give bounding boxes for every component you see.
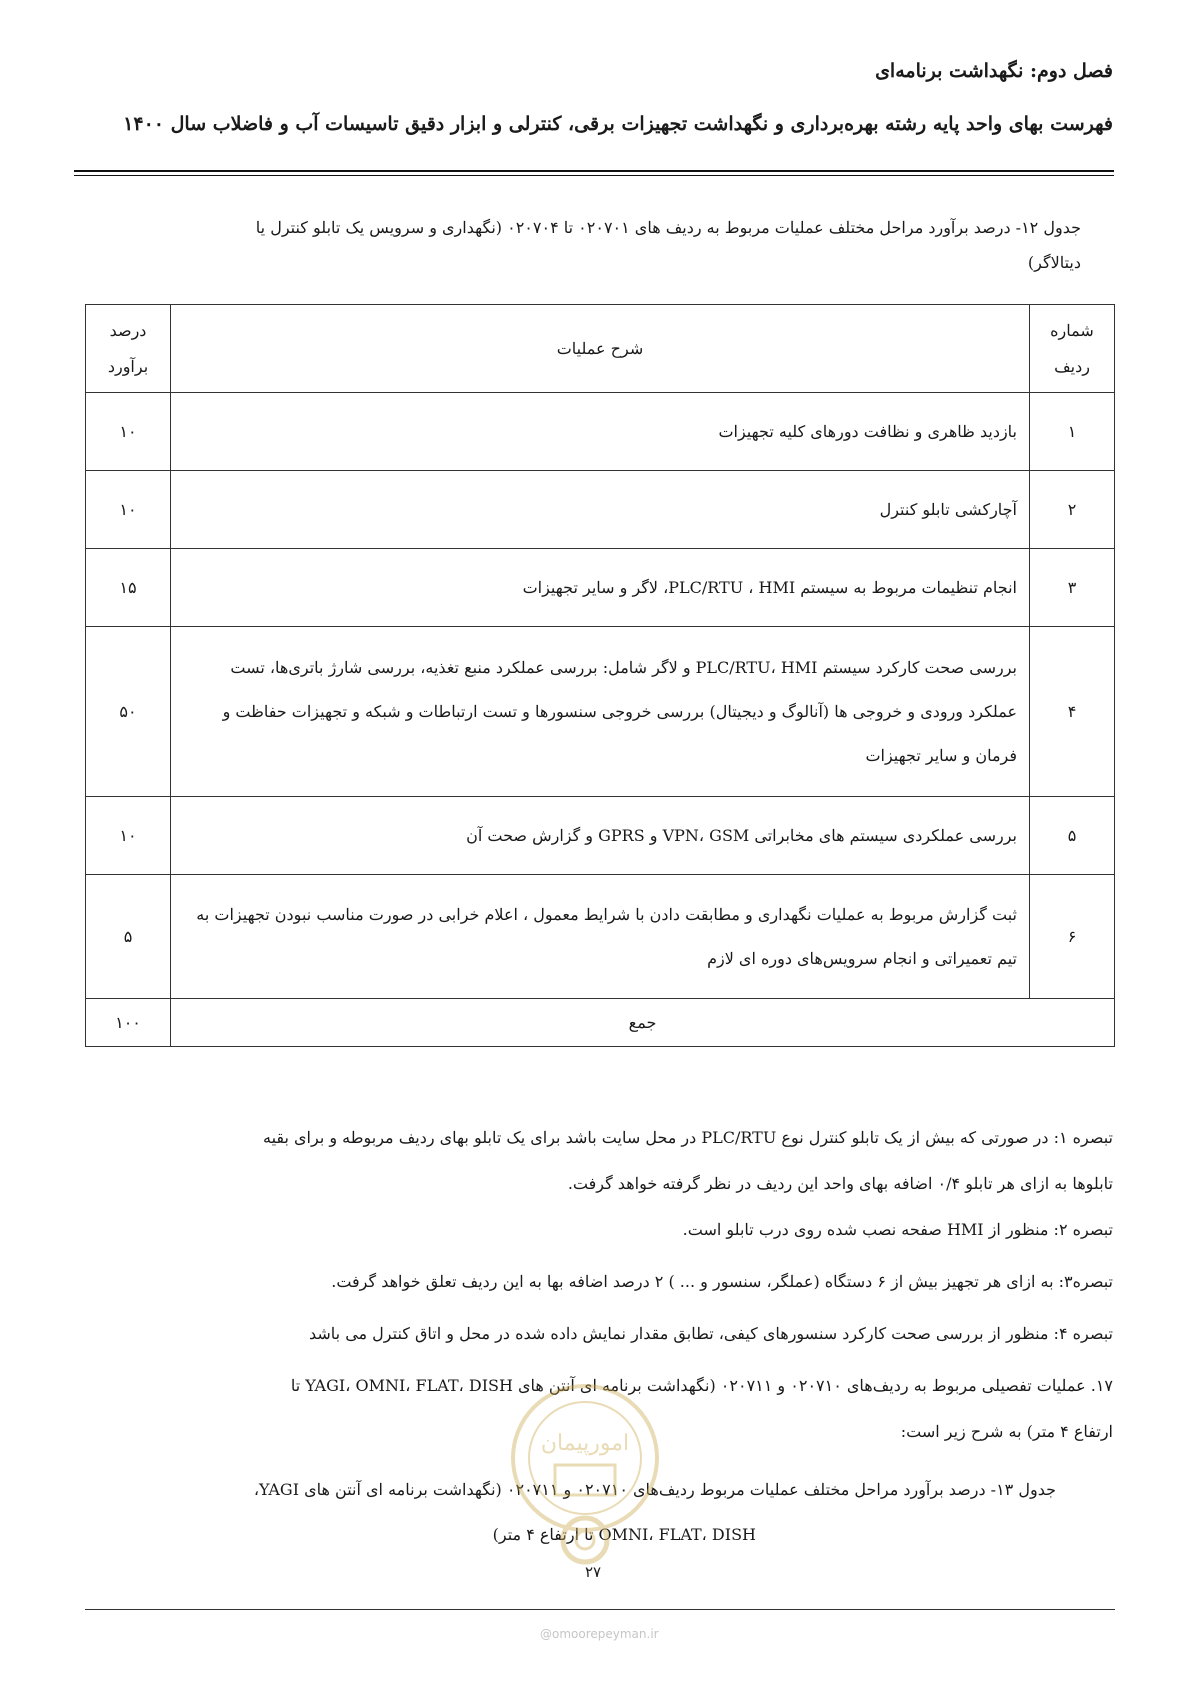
row-percent: ۵۰: [86, 627, 171, 797]
table13-caption-line1: جدول ۱۳- درصد برآورد مراحل مختلف عملیات مربوط ردیف‌های ۰۲۰۷۱۰ و ۰۲۰۷۱۱ (نگهداشت برنامه ای آنتن های YAGI،: [253, 1480, 1056, 1499]
table-row: [86, 875, 1115, 999]
table-row: [86, 627, 1115, 797]
row-number: ۳: [1030, 549, 1115, 627]
table-row: [86, 393, 1115, 471]
row-description: بررسی عملکردی سیستم های مخابراتی VPN، GSM و GPRS و گزارش صحت آن: [171, 797, 1030, 875]
row-description: بررسی صحت کارکرد سیستم PLC/RTU، HMI و لاگر شامل: بررسی عملکرد منبع تغذیه، بررسی شارژ باتری‌ها، تست عملکرد ورودی و خروجی ها (آنالوگ و دیجیتال) بررسی خروجی سنسورها و تست ارتباطات و شبکه و تجهیزات حفاظت و فرمان و سایر تجهیزات: [171, 627, 1030, 797]
note-1-line1: تبصره ۱: در صورتی که بیش از یک تابلو کنترل نوع PLC/RTU در محل سایت باشد برای یک تابلو بهای ردیف مربوطه و برای بقیه: [262, 1128, 1113, 1147]
header-percent-line1: درصد: [109, 320, 147, 340]
header-row-number-line1: شماره: [1050, 320, 1094, 340]
table-row: [86, 797, 1115, 875]
row-description: آچارکشی تابلو کنترل: [171, 471, 1030, 549]
item-17-line1: ۱۷. عملیات تفصیلی مربوط به ردیف‌های ۰۲۰۷۱۰ و ۰۲۰۷۱۱ (نگهداشت برنامه ای آنتن های YAGI، OMNI، FLAT، DISH تا: [290, 1376, 1113, 1395]
table13-caption-line2: OMNI، FLAT، DISH تا ارتفاع ۴ متر): [492, 1525, 756, 1544]
table-row: [86, 549, 1115, 627]
row-number: ۴: [1030, 627, 1115, 797]
operations-table: [85, 304, 1115, 1047]
row-percent: ۱۰: [86, 797, 171, 875]
header-rule-thick: [74, 170, 1114, 172]
row-percent: ۱۰: [86, 471, 171, 549]
header-row-number: [1030, 305, 1115, 393]
total-percent: ۱۰۰: [86, 999, 171, 1047]
note-4: تبصره ۴: منظور از بررسی صحت کارکرد سنسورهای کیفی، تطابق مقدار نمایش داده شده در محل و اتاق کنترل می باشد: [308, 1324, 1113, 1343]
row-number: ۲: [1030, 471, 1115, 549]
watermark-logo: [500, 1370, 670, 1570]
row-description: انجام تنظیمات مربوط به سیستم PLC/RTU ، HMI، لاگر و سایر تجهیزات: [171, 549, 1030, 627]
table12-caption-line2: دیتالاگر): [1027, 253, 1081, 272]
note-3: تبصره۳: به ازای هر تجهیز بیش از ۶ دستگاه (عملگر، سنسور و ... ) ۲ درصد اضافه بها به این ردیف تعلق خواهد گرفت.: [331, 1272, 1113, 1291]
row-description: ثبت گزارش مربوط به عملیات نگهداری و مطابقت دادن با شرایط معمول ، اعلام خرابی در صورت مناسب نبودن تجهیزات به تیم تعمیراتی و انجام سرویس‌های دوره ای لازم: [171, 875, 1030, 999]
table12-caption-line1: جدول ۱۲- درصد برآورد مراحل مختلف عملیات مربوط به ردیف های ۰۲۰۷۰۱ تا ۰۲۰۷۰۴ (نگهداری و سرویس یک تابلو کنترل یا: [255, 218, 1081, 237]
watermark-logo-text: امورپیمان: [540, 1431, 630, 1456]
row-description: بازدید ظاهری و نظافت دورهای کلیه تجهیزات: [171, 393, 1030, 471]
table-total-row: [86, 999, 1115, 1047]
header-row-number-line2: ردیف: [1054, 356, 1090, 376]
note-2: تبصره ۲: منظور از HMI صفحه نصب شده روی درب تابلو است.: [682, 1220, 1113, 1239]
header-description: شرح عملیات: [171, 305, 1030, 393]
row-number: ۵: [1030, 797, 1115, 875]
row-percent: ۵: [86, 875, 171, 999]
header-rule-thin: [74, 175, 1114, 176]
watermark-url: @omoorepeyman.ir: [540, 1627, 659, 1641]
header-percent: [86, 305, 171, 393]
row-percent: ۱۵: [86, 549, 171, 627]
document-title: فهرست بهای واحد پایه رشته بهره‌برداری و نگهداشت تجهیزات برقی، کنترلی و ابزار دقیق تاسیسات آب و فاضلاب سال ۱۴۰۰: [123, 113, 1113, 135]
item-17-line2: ارتفاع ۴ متر) به شرح زیر است:: [900, 1422, 1113, 1441]
total-label: جمع: [171, 999, 1115, 1047]
table-row: [86, 471, 1115, 549]
table-header-row: [86, 305, 1115, 393]
footer-rule: [85, 1609, 1115, 1610]
chapter-title: فصل دوم: نگهداشت برنامه‌ای: [875, 60, 1113, 82]
row-number: ۶: [1030, 875, 1115, 999]
row-percent: ۱۰: [86, 393, 171, 471]
header-percent-line2: برآورد: [107, 356, 149, 376]
page-number: ۲۷: [585, 1563, 602, 1581]
note-1-line2: تابلوها به ازای هر تابلو ۰/۴ اضافه بهای واحد این ردیف در نظر گرفته خواهد گرفت.: [567, 1174, 1113, 1193]
row-number: ۱: [1030, 393, 1115, 471]
